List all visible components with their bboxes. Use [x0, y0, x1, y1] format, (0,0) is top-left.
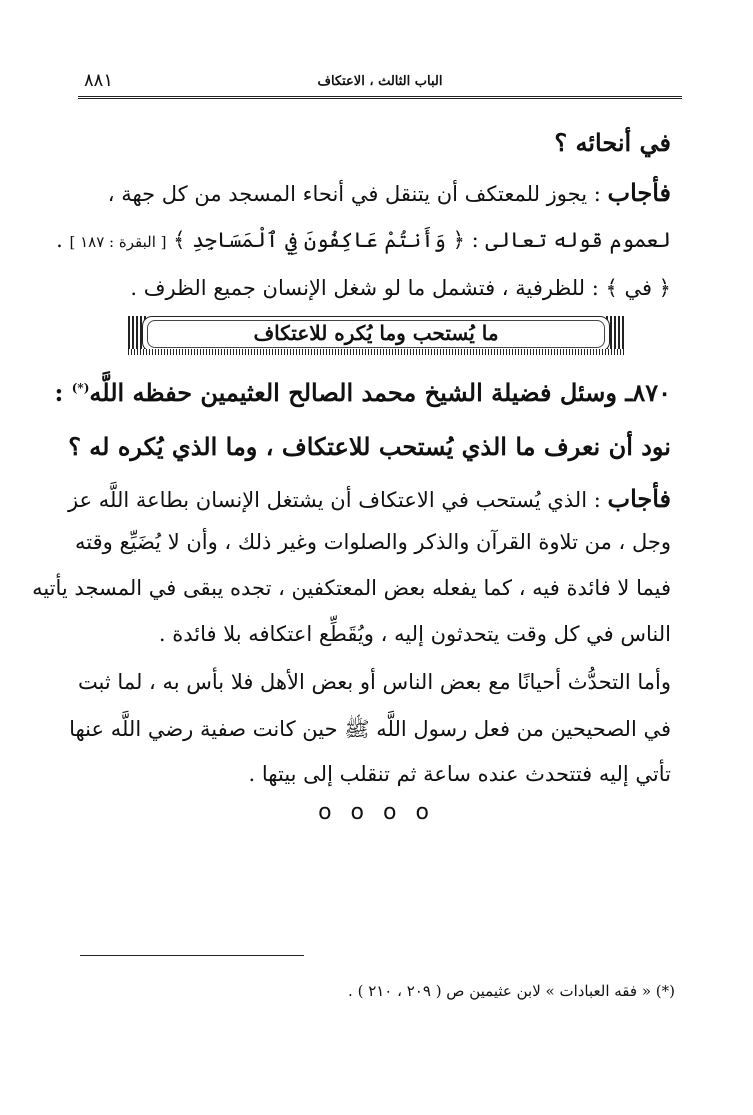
- answer-text: : يجوز للمعتكف أن يتنقل في أنحاء المسجد من كل جهة ،: [107, 182, 608, 206]
- answer-line-4: الناس في كل وقت يتحدثون إليه ، ويُقَطِّع اعتكافه بلا فائدة .: [158, 622, 671, 646]
- footnote-rule: [80, 955, 304, 956]
- footnote-marker: (*): [71, 381, 90, 395]
- text-line-1: في أنحائه ؟: [554, 128, 671, 157]
- page-number: ٨٨١: [84, 70, 114, 91]
- verse-close: ﴾: [166, 228, 193, 252]
- paragraph2-line-2: في الصحيحين من فعل رسول اللَّه ﷺ حين كانت صفية رضي اللَّه عنها: [69, 717, 671, 741]
- answer-line-1: [67, 484, 671, 513]
- verse-end: .: [56, 228, 70, 252]
- paragraph2-line-1: وأما التحدُّث أحيانًا مع بعض الناس أو بعض الأهل فلا بأس به ، لما ثبت: [77, 670, 671, 694]
- answer-line-2: وجل ، من تلاوة القرآن والذكر والصلوات وغير ذلك ، وأن لا يُضَيِّع وقته: [75, 530, 671, 554]
- separator-circles: o o o o: [318, 800, 435, 825]
- banner-underline: [128, 349, 624, 355]
- answer-line-3: فيما لا فائدة فيه ، كما يفعله بعض المعتكفين ، تجده يبقى في المسجد يأتيه: [32, 576, 671, 600]
- answer-label-2: فأجاب: [607, 484, 671, 513]
- section-heading: ما يُستحب وما يُكره للاعتكاف: [253, 321, 499, 345]
- question-number: ٨٧٠ـ وسئل فضيلة الشيخ محمد الصالح العثيمين حفظه اللَّه: [89, 378, 671, 407]
- question-text: نود أن نعرف ما الذي يُستحب للاعتكاف ، وما الذي يُكره له ؟: [68, 432, 671, 461]
- verse-intro: لعموم قوله تعالى : ﴿: [445, 228, 671, 252]
- page-header: [78, 70, 682, 96]
- section-banner: [128, 316, 624, 352]
- answer-label: فأجاب: [607, 178, 671, 207]
- quran-verse: وَأَنتُمْ عَاكِفُونَ فِي ٱلْمَسَاجِدِ: [192, 228, 446, 252]
- footnote: (*) « فقه العبادات » لابن عثيمين ص ( ٢٠٩ ، ٢١٠ ) .: [348, 982, 675, 1000]
- chapter-title: الباب الثالث ، الاعتكاف: [317, 74, 443, 89]
- text-line-4: ﴿ في ﴾ : للظرفية ، فتشمل ما لو شغل الإنسان جميع الظرف .: [130, 276, 671, 300]
- verse-reference: [ البقرة : ١٨٧ ]: [69, 233, 167, 251]
- question-colon: :: [54, 378, 72, 407]
- question-heading: [54, 378, 671, 407]
- paragraph2-line-3: تأتي إليه فتتحدث عنده ساعة ثم تنقلب إلى بيتها .: [248, 762, 671, 786]
- answer-line-1-text: : الذي يُستحب في الاعتكاف أن يشتغل الإنسان بطاعة اللَّه عز: [67, 488, 608, 512]
- text-line-3: [56, 228, 671, 252]
- header-rule: [78, 96, 682, 99]
- text-line-2: [78, 178, 671, 207]
- banner-frame: [142, 316, 610, 352]
